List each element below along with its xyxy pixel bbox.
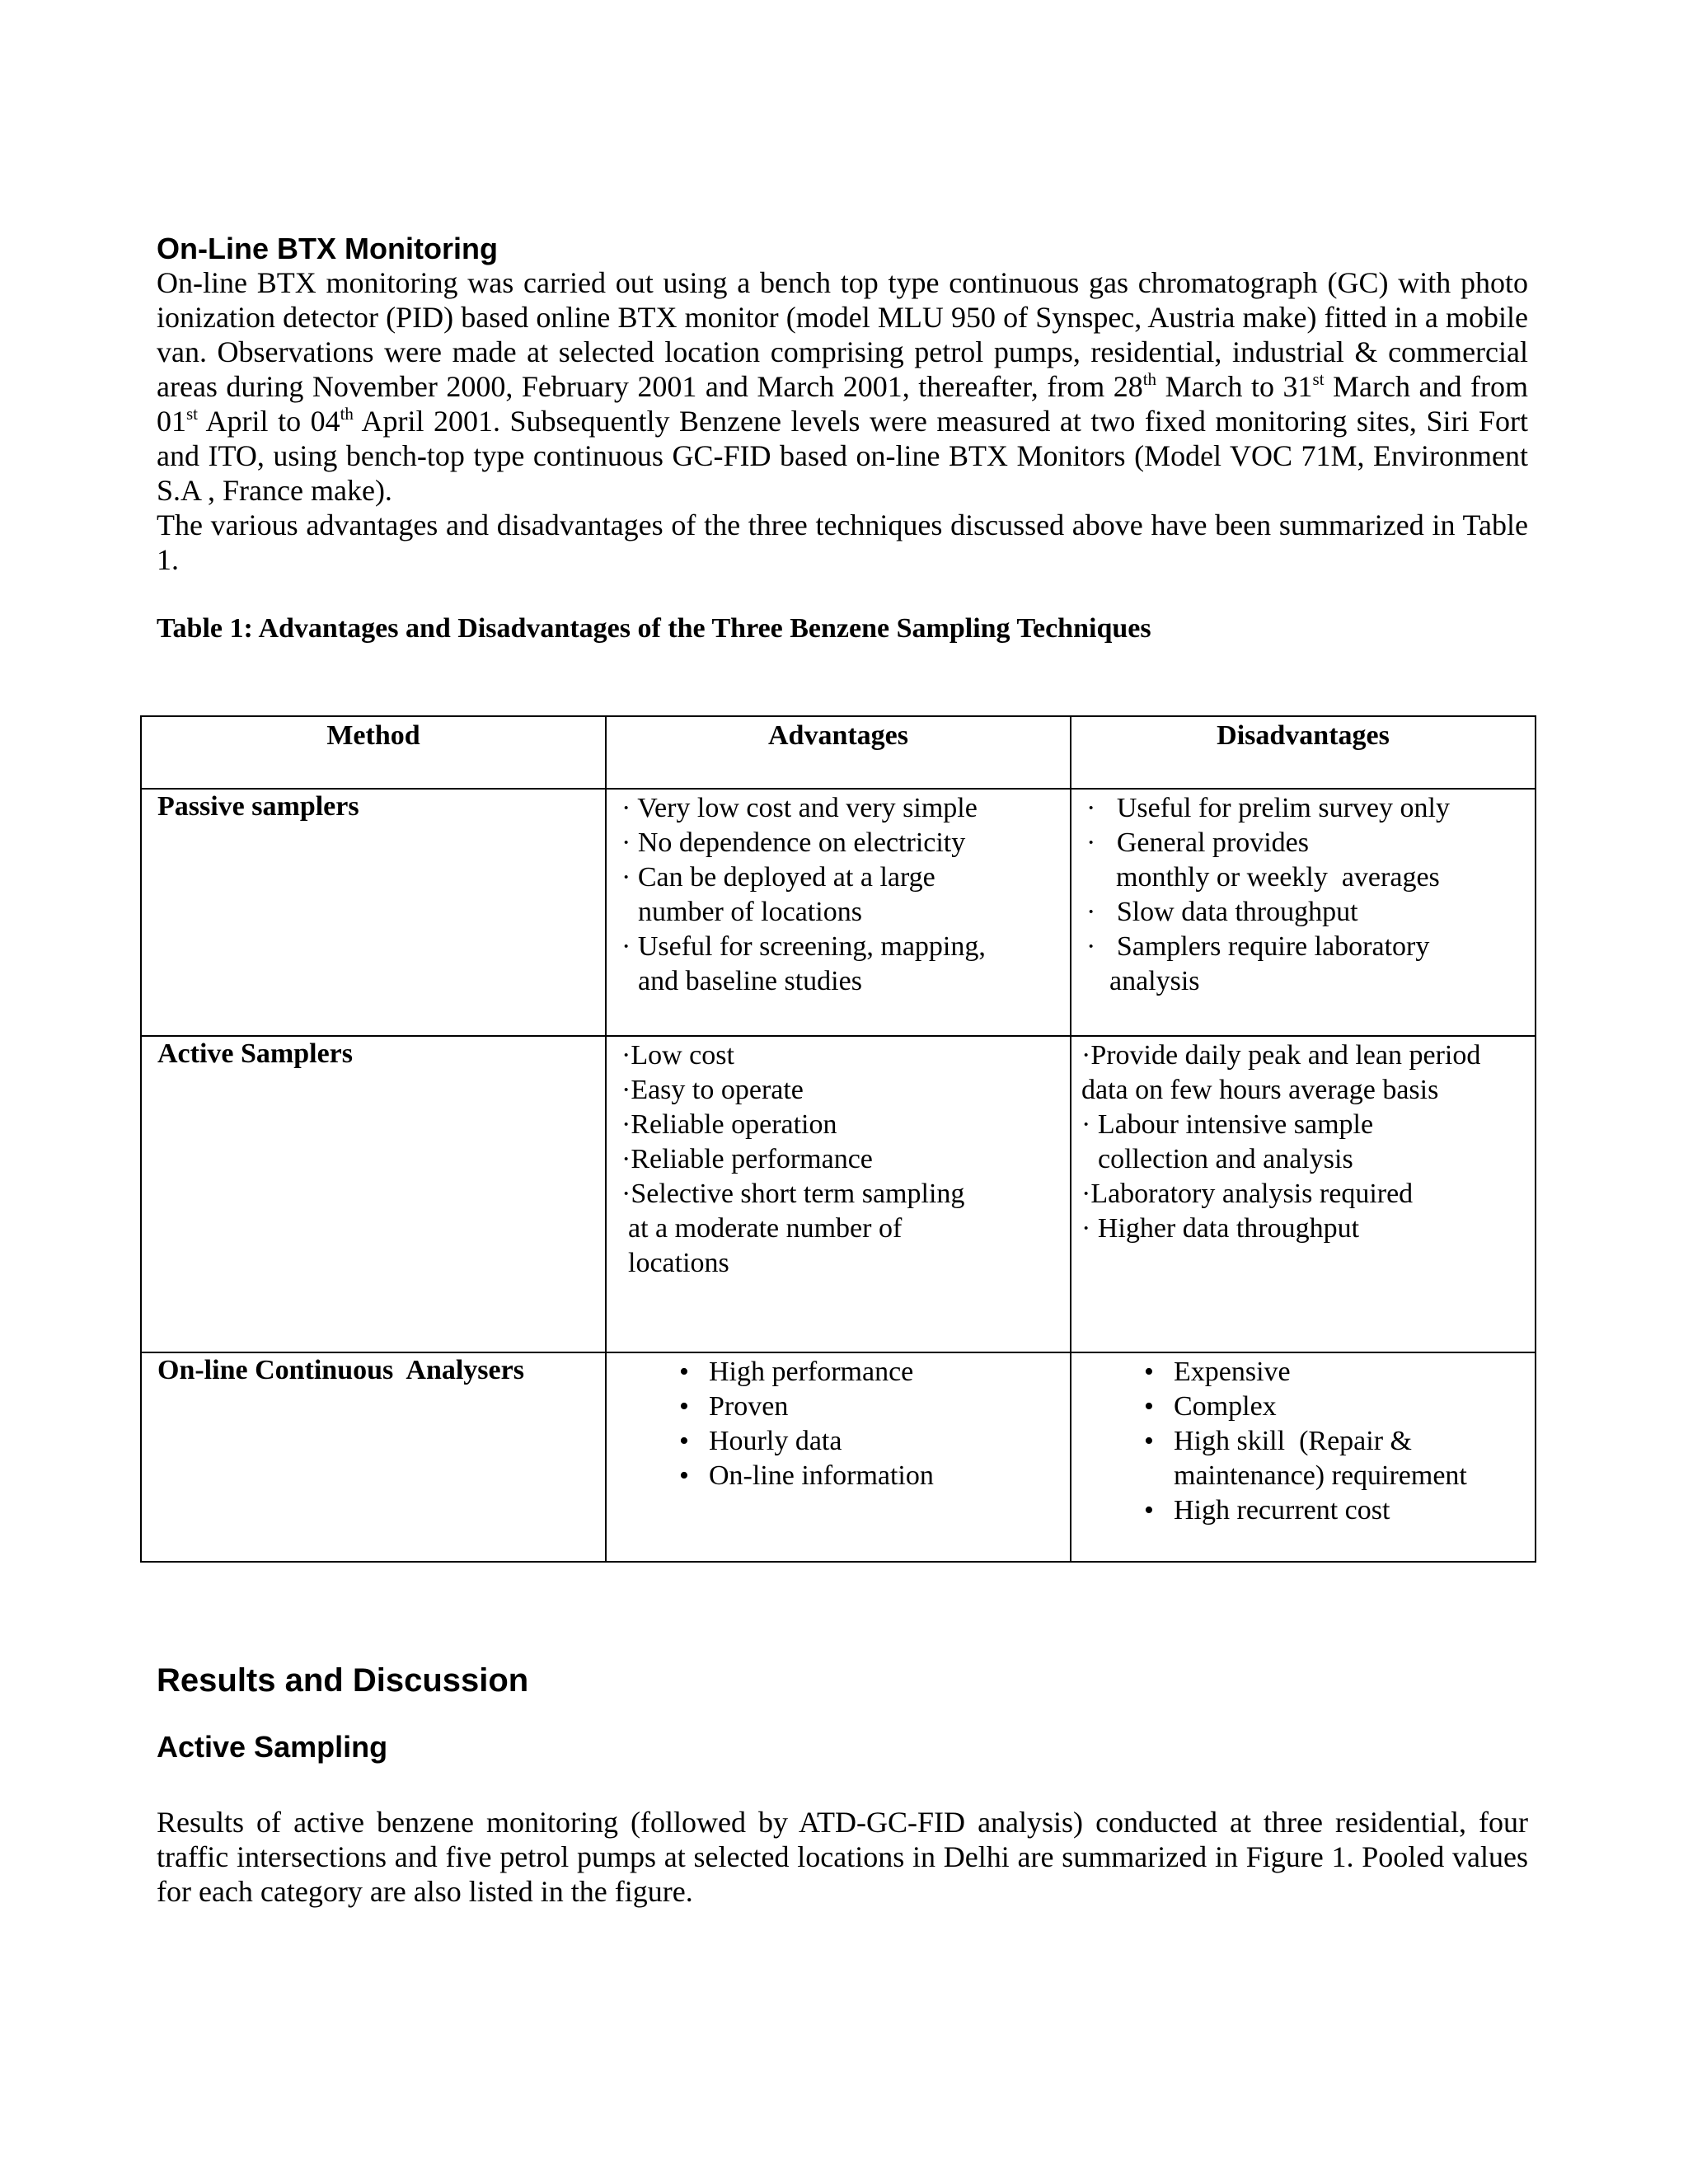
list-item: • Proven bbox=[621, 1390, 1070, 1424]
list-item: · Samplers require laboratory bbox=[1086, 931, 1430, 962]
list-item: ·Easy to operate bbox=[621, 1075, 804, 1105]
section-title: On-Line BTX Monitoring bbox=[157, 232, 498, 265]
advantages-cell bbox=[606, 1352, 1071, 1562]
table-row bbox=[141, 789, 1536, 1036]
list-item: ·Reliable operation bbox=[621, 1109, 837, 1140]
header-method: Method bbox=[141, 716, 606, 789]
disadvantages-cell bbox=[1071, 789, 1536, 1036]
list-item: • Expensive bbox=[1086, 1355, 1535, 1390]
results-paragraph: Results of active benzene monitoring (followed by ATD-GC-FID analysis) conducted at three residential, four traffic intersections and five petrol pumps at selected locations in Delhi are summarized in Figure 1. Pooled values for each category are also listed in the figure. bbox=[157, 1806, 1528, 1908]
list-item-continuation: data on few hours average basis bbox=[1081, 1075, 1439, 1105]
header-advantages: Advantages bbox=[606, 716, 1071, 789]
header-disadvantages: Disadvantages bbox=[1071, 716, 1536, 789]
list-item: · Higher data throughput bbox=[1081, 1213, 1360, 1244]
list-item: • High recurrent cost bbox=[1086, 1493, 1535, 1528]
list-item: • High skill (Repair & maintenance) requirement bbox=[1086, 1424, 1535, 1493]
list-item: · General provides bbox=[1086, 827, 1310, 858]
list-item-continuation: number of locations bbox=[638, 897, 862, 927]
list-item-continuation: at a moderate number of bbox=[628, 1213, 903, 1244]
table-caption: Table 1: Advantages and Disadvantages of the Three Benzene Sampling Techniques bbox=[157, 613, 1151, 644]
list-item: · Very low cost and very simple bbox=[621, 793, 978, 823]
list-item: · Labour intensive sample bbox=[1081, 1109, 1374, 1140]
advantages-cell bbox=[606, 789, 1071, 1036]
list-item: ·Laboratory analysis required bbox=[1081, 1179, 1414, 1209]
list-item: · No dependence on electricity bbox=[621, 827, 966, 858]
disadvantages-cell bbox=[1071, 1352, 1536, 1562]
method-cell: Active Samplers bbox=[141, 1036, 606, 1352]
list-item: • Hourly data bbox=[621, 1424, 1070, 1459]
list-item: · Slow data throughput bbox=[1086, 897, 1358, 927]
summary-paragraph: The various advantages and disadvantages of the three techniques discussed above have been summarized in Table 1. bbox=[157, 509, 1528, 576]
list-item: ·Low cost bbox=[621, 1040, 734, 1071]
sampling-techniques-table bbox=[140, 715, 1536, 1563]
advantages-cell bbox=[606, 1036, 1071, 1352]
list-item-continuation: locations bbox=[628, 1248, 729, 1278]
list-item: • Complex bbox=[1086, 1390, 1535, 1424]
bullet-list bbox=[621, 1355, 1070, 1493]
list-item-continuation: and baseline studies bbox=[638, 966, 862, 996]
list-item: · Useful for prelim survey only bbox=[1086, 793, 1450, 823]
disadvantages-cell bbox=[1071, 1036, 1536, 1352]
btx-monitoring-paragraph: On-line BTX monitoring was carried out using a bench top type continuous gas chromatograph (GC) with photo ionization detector (PID) based online BTX monitor (model MLU 950 of Synspec, Austria make) fitted in a mobile van. Observations were made at selected location comprising petrol pumps, residential, industrial & commercial areas during November 2000, February 2001 and March 2001, thereafter, from 28th March to 31st March and from 01st April to 04th April 2001. Subsequently Benzene levels were measured at two fixed monitoring sites, Siri Fort and ITO, using bench-top type continuous GC-FID based on-line BTX Monitors (Model VOC 71M, Environment S.A , France make). bbox=[157, 266, 1528, 507]
list-item: · Useful for screening, mapping, bbox=[621, 931, 986, 962]
method-cell: On-line Continuous Analysers bbox=[141, 1352, 606, 1562]
list-item: ·Selective short term sampling bbox=[621, 1179, 965, 1209]
list-item: • On-line information bbox=[621, 1459, 1070, 1493]
bullet-list bbox=[1086, 1355, 1535, 1528]
list-item-continuation: maintenance) requirement bbox=[1174, 1460, 1467, 1491]
list-item-continuation: monthly or weekly averages bbox=[1116, 862, 1440, 893]
list-item: ·Reliable performance bbox=[621, 1144, 873, 1174]
table-header-row bbox=[141, 716, 1536, 789]
table-row bbox=[141, 1352, 1536, 1562]
list-item: • High performance bbox=[621, 1355, 1070, 1390]
list-item: ·Provide daily peak and lean period bbox=[1081, 1040, 1481, 1071]
method-cell: Passive samplers bbox=[141, 789, 606, 1036]
table-row bbox=[141, 1036, 1536, 1352]
list-item-continuation: analysis bbox=[1109, 966, 1200, 996]
list-item-continuation: collection and analysis bbox=[1098, 1144, 1353, 1174]
subsection-heading: Active Sampling bbox=[157, 1730, 388, 1764]
results-heading: Results and Discussion bbox=[157, 1662, 529, 1699]
list-item: · Can be deployed at a large bbox=[621, 862, 935, 893]
